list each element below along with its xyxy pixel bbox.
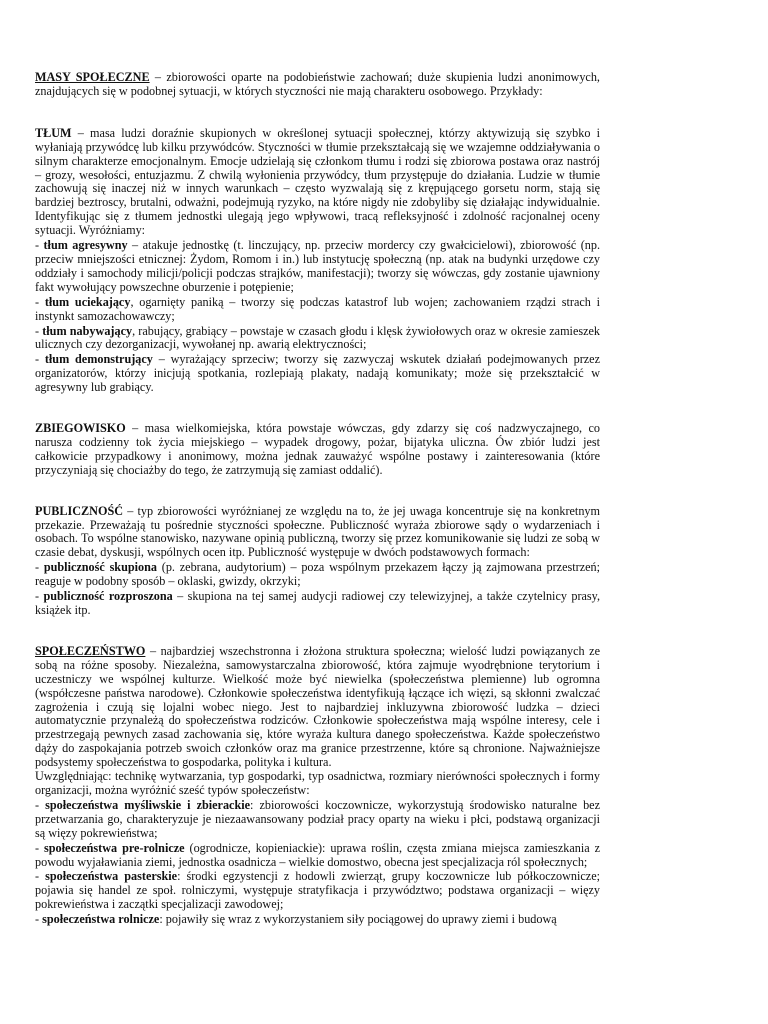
document-page <box>35 71 600 927</box>
list-item: - tłum demonstrujący – wyrażający sprzeciw; tworzy się zazwyczaj wskutek działań podejmowanych przez organizatorów, którzy inicjują spotkania, rozlepiają plakaty, nadają komunikaty; może się przekształcić w agresywny lub grabiący. <box>35 352 600 395</box>
list-item: - społeczeństwa myśliwskie i zbierackie: zbiorowości koczownicze, wykorzystują środowisko naturalne bez przetwarzania go, charakteryzuje je niezaawansowany podział pracy oparty na wieku i płci, podstawą organizacji są więzy pokrewieństwa; <box>35 797 600 840</box>
section-masy-spoleczne <box>35 71 600 99</box>
item-term: tłum uciekający <box>44 294 131 309</box>
section-publicznosc <box>35 505 600 618</box>
section-title: PUBLICZNOŚĆ <box>35 503 124 518</box>
section-body: – masa ludzi doraźnie skupionych w określonej sytuacji społecznej, którzy aktywizują się szybko i wyłaniają przywódcę lub kilku przywódców. Styczności w tłumie przekształcają się we wzajemne oddziaływania o silnym charakterze emocjonalnym. Emocje udzielają się członkom tłumu i rodzi się zbiorowa postawa oraz nastrój – grozy, wesołości, entuzjazmu. Z chwilą wyłonienia przywódcy, tłum przystępuje do działania. Ludzie w tłumie zachowują się inaczej niż w innych warunkach – często wyzwalają się z krępującego gorsetu norm, stają się bardziej beztroscy, brutalni, odważni, podejmują ryzyko, na które nigdy nie zdobyliby się działając indywidualnie. Identyfikując się z tłumem jednostki ulegają jego wpływowi, tracą refleksyjność i zdolność racjonalnej oceny sytuacji. Wyróżniamy: <box>35 125 600 238</box>
item-term: społeczeństwa rolnicze <box>42 912 160 927</box>
list-item: - społeczeństwa pre-rolnicze (ogrodnicze, kopieniackie): uprawa roślin, częsta zmiana miejsca zamieszkania z powodu wyjaławiania ziemi, jednostka osadnicza – wielkie domostwo, obecna jest specjalizacja ról społecznych; <box>35 840 600 869</box>
list-item: - publiczność skupiona (p. zebrana, audytorium) – poza wspólnym przekazem łączy ją zajmowana przestrzeń; reaguje w podobny sposób – oklaski, gwizdy, okrzyki; <box>35 560 600 589</box>
item-term: tłum agresywny <box>43 238 128 253</box>
item-text: – atakuje jednostkę (t. linczujący, np. przeciw mordercy czy gwałcicielowi), zbiorowość (np. przeciw mniejszości etnicznej: Żydom, Romom i in.) lub instytucję społeczną (np. atak na budynki urzędowe czy oddziały i samochody milicji/policji podczas strajków, manifestacji); tworzy się wówczas, gdy zostanie ujawniony fakt wywołujący powszechne oburzenie i potępienie; <box>35 238 600 294</box>
item-term: tłum demonstrujący <box>44 352 153 367</box>
spacer <box>35 618 600 645</box>
item-term: społeczeństwa myśliwskie i zbierackie <box>45 797 251 812</box>
item-text: – wyrażający sprzeciw; tworzy się zazwyczaj wskutek działań podejmowanych przez organizatorów, którzy inicjują spotkania, rozlepiają plakaty, nadają komunikaty; może się przekształcić w agresywny lub grabiący. <box>35 352 600 395</box>
item-text: (ogrodnicze, kopieniackie): uprawa roślin, częsta zmiana miejsca zamieszkania z powodu wyjaławiania ziemi, jednostka osadnicza – wielkie domostwo, obecna jest specjalizacja ról społecznych; <box>35 840 600 869</box>
spacer <box>35 478 600 505</box>
item-text: : pojawiły się wraz z wykorzystaniem siły pociągowej do uprawy ziemi i budową <box>159 912 557 927</box>
item-text: (p. zebrana, audytorium) – poza wspólnym przekazem łączy ją zajmowana przestrzeń; reaguje w podobny sposób – oklaski, gwizdy, okrzyki; <box>35 560 600 589</box>
list-item: - tłum uciekający, ogarnięty paniką – tworzy się podczas katastrof lub wojen; zachowaniem rządzi strach i instynkt samozachowawczy; <box>35 294 601 323</box>
item-text: : środki egzystencji z hodowli zwierząt, grupy koczownicze lub półkoczownicze; pojawia się handel ze społ. rolniczymi, występuje stratyfikacja i przywództwo; podstawa organizacji – więzy pokrewieństwa i zaczątki specjalizacji zawodowej; <box>35 869 600 912</box>
section-body: – najbardziej wszechstronna i złożona struktura społeczna; wielość ludzi powiązanych ze sobą na różne sposoby. Niezależna, samowystarczalna zbiorowość, która zajmuje wyodrębnione terytorium i uczestniczy we wspólnej kulturze. Wielkość może być niewielka (społeczeństwa plemienne) lub ogromna (współczesne państwa narodowe). Członkowie społeczeństwa identyfikują łączące ich więzi, są skłonni zwalczać zagrożenia i czują się lojalni wobec niego. Jest to najbardziej inkluzywna zbiorowość ludzka – dzieci automatycznie przynależą do społeczeństwa rodziców. Członkowie społeczeństwa mają wspólne interesy, cele i przestrzegają pewnych zasad zachowania się, które wyraża kultura danego społeczeństwa. Każde społeczeństwo dąży do zaspokajania potrzeb swoich członków oraz ma granice przestrzenne, które są chronione. Najważniejsze podsystemy społeczeństwa to gospodarka, polityka i kultura. <box>35 643 600 770</box>
list-item: - publiczność rozproszona – skupiona na tej samej audycji radiowej czy telewizyjnej, a także czytelnicy prasy, książek itp. <box>35 589 601 617</box>
item-term: publiczność skupiona <box>43 560 157 575</box>
section-body: – zbiorowości oparte na podobieństwie zachowań; duże skupienia ludzi anonimowych, znajdujących się w podobnej sytuacji, w których styczności nie mają charakteru osobowego. Przykłady: <box>35 70 600 98</box>
item-term: tłum nabywający <box>42 323 133 338</box>
section-body: – typ zbiorowości wyróżnianej ze względu na to, że jej uwaga koncentruje się na konkretnym przekazie. Przeważają tu pośrednie styczności społeczne. Publiczność wyraża zbiorowe sądy o wydarzeniach i osobach. To wspólne stanowisko, nazywane opinią publiczną, tworzy się przez komunikowanie się ludzi ze sobą w czasie debat, dyskusji, wspólnych ocen itp. Publiczność występuje w dwóch podstawowych formach: <box>35 503 600 560</box>
section-title: ZBIEGOWISKO <box>35 421 126 436</box>
section-tlum <box>35 127 600 395</box>
spacer <box>35 395 600 422</box>
list-item: - tłum agresywny – atakuje jednostkę (t. linczujący, np. przeciw mordercy czy gwałcicielowi), zbiorowość (np. przeciw mniejszości etnicznej: Żydom, Romom i in.) lub instytucję społeczną (np. atak na budynki urzędowe czy oddziały i samochody milicji/policji podczas strajków, manifestacji); tworzy się wówczas, gdy zostanie ujawniony fakt wywołujący powszechne oburzenie i potępienie; <box>35 238 600 294</box>
section-body: – masa wielkomiejska, która powstaje wówczas, gdy zdarzy się coś nadzwyczajnego, co narusza codzienny tok życia miejskiego – wypadek drogowy, pożar, bijatyka uliczna. Ów zbiór ludzi jest całkowicie przypadkowy i anonimowy, można jednak zauważyć wspólne postawy i zainteresowania (które przyczyniają się chociażby do tego, że zatrzymują się zamiast oddalić). <box>35 421 600 477</box>
list-item: - społeczeństwa rolnicze: pojawiły się wraz z wykorzystaniem siły pociągowej do uprawy ziemi i budową <box>35 912 557 927</box>
section-zbiegowisko <box>35 422 600 478</box>
section-title: TŁUM <box>35 125 72 140</box>
section-title: SPOŁECZEŃSTWO <box>35 643 146 658</box>
item-text: , rabujący, grabiący – powstaje w czasach głodu i klęsk żywiołowych oraz w okresie zamieszek ulicznych czy dezorganizacji, wywołanej np. awarią elektryczności; <box>35 323 601 352</box>
section-spoleczenstwo <box>35 645 600 927</box>
item-text: – skupiona na tej samej audycji radiowej czy telewizyjnej, a także czytelnicy prasy, książek itp. <box>35 589 601 617</box>
item-term: społeczeństwa pre-rolnicze <box>44 840 185 855</box>
section-intro: Uwzględniając: technikę wytwarzania, typ gospodarki, typ osadnictwa, rozmiary nierówności społecznych i formy organizacji, można wyróżnić sześć typów społeczeństw: <box>35 769 600 797</box>
spacer <box>35 99 600 127</box>
list-item: - tłum nabywający, rabujący, grabiący – powstaje w czasach głodu i klęsk żywiołowych oraz w okresie zamieszek ulicznych czy dezorganizacji, wywołanej np. awarią elektryczności; <box>35 323 601 352</box>
section-title: MASY SPOŁECZNE <box>35 70 150 84</box>
list-item: - społeczeństwa pasterskie: środki egzystencji z hodowli zwierząt, grupy koczownicze lub półkoczownicze; pojawia się handel ze społ. rolniczymi, występuje stratyfikacja i przywództwo; podstawa organizacji – więzy pokrewieństwa i zaczątki specjalizacji zawodowej; <box>35 869 600 912</box>
item-term: społeczeństwa pasterskie <box>45 869 178 884</box>
item-text: , ogarnięty paniką – tworzy się podczas katastrof lub wojen; zachowaniem rządzi strach i instynkt samozachowawczy; <box>35 294 601 323</box>
item-text: : zbiorowości koczownicze, wykorzystują środowisko naturalne bez przetwarzania go, charakteryzuje je niezaawansowany podział pracy oparty na wieku i płci, podstawą organizacji są więzy pokrewieństwa; <box>35 797 600 840</box>
item-term: publiczność rozproszona <box>43 589 173 604</box>
